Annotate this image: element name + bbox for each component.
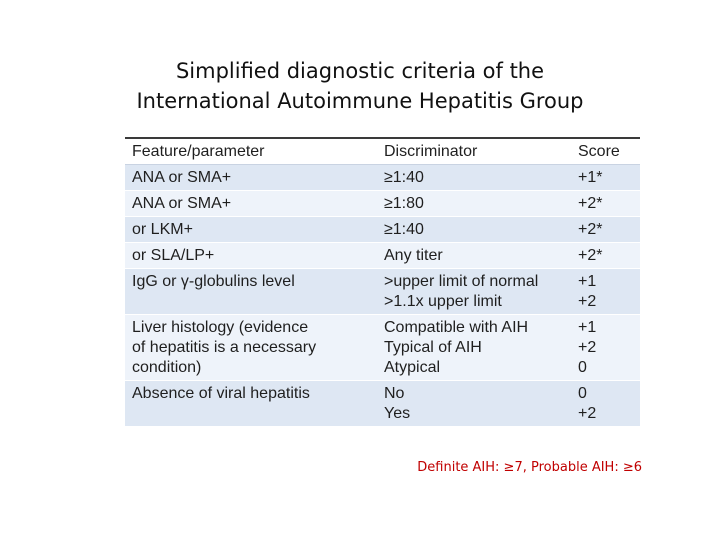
table-row — [125, 217, 640, 243]
table-row — [125, 243, 640, 269]
discriminator-cell: Compatible with AIH Typical of AIH Atypical — [384, 319, 529, 376]
header-feature: Feature/parameter — [132, 143, 265, 160]
table-row — [125, 269, 640, 315]
feature-cell: ANA or SMA+ — [132, 195, 232, 212]
criteria-table — [125, 137, 640, 427]
score-cell: +1 +2 0 — [578, 319, 597, 376]
score-cell: +1 +2 — [578, 273, 597, 310]
score-cell: +1* — [578, 169, 603, 186]
score-threshold-note: Definite AIH: ≥7, Probable AIH: ≥6 — [417, 460, 642, 475]
title-line-1: Simplified diagnostic criteria of the — [175, 59, 545, 83]
discriminator-cell: >upper limit of normal >1.1x upper limit — [384, 273, 539, 310]
feature-cell: ANA or SMA+ — [132, 169, 232, 186]
header-discriminator: Discriminator — [384, 143, 478, 160]
table-row — [125, 315, 640, 381]
feature-cell: Absence of viral hepatitis — [132, 385, 310, 402]
feature-cell: IgG or γ-globulins level — [132, 273, 295, 290]
feature-cell: or LKM+ — [132, 221, 193, 238]
score-cell: 0 +2 — [578, 385, 597, 422]
discriminator-cell: ≥1:40 — [384, 169, 424, 186]
table-row — [125, 165, 640, 191]
score-cell: +2* — [578, 221, 603, 238]
feature-cell: or SLA/LP+ — [132, 247, 215, 264]
score-cell: +2* — [578, 195, 603, 212]
slide-title — [0, 56, 720, 116]
feature-cell: Liver histology (evidence of hepatitis is a necessary condition) — [132, 319, 317, 376]
score-cell: +2* — [578, 247, 603, 264]
table-row — [125, 381, 640, 427]
table-header-row — [125, 139, 640, 165]
discriminator-cell: ≥1:40 — [384, 221, 424, 238]
title-line-2: International Autoimmune Hepatitis Group — [136, 89, 584, 113]
table-row — [125, 191, 640, 217]
header-score: Score — [578, 143, 620, 160]
discriminator-cell: ≥1:80 — [384, 195, 424, 212]
discriminator-cell: Any titer — [384, 247, 443, 264]
discriminator-cell: No Yes — [384, 385, 411, 422]
